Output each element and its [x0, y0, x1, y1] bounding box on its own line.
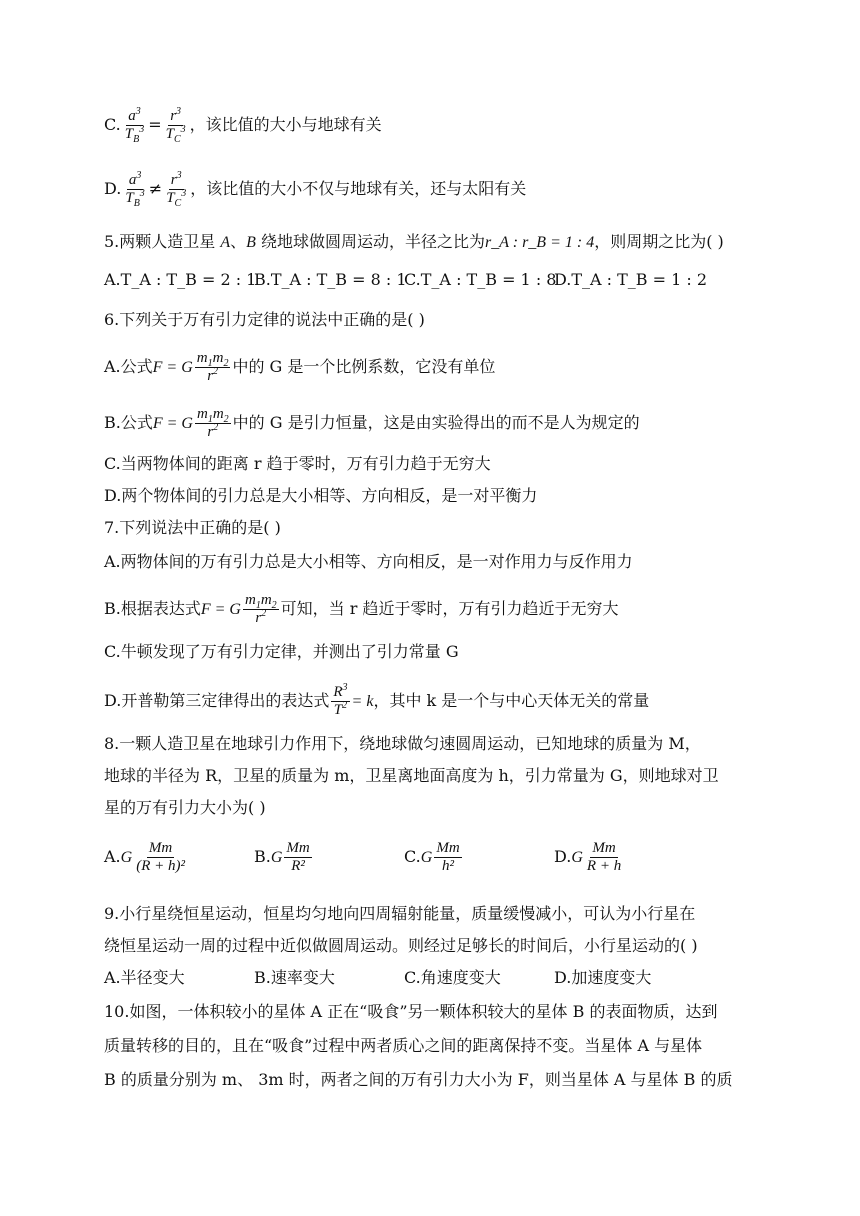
fraction: $\frac{r^3}{T_C^3}$: [165, 106, 186, 145]
q5-stem: [104, 232, 724, 253]
stem-text: 、: [230, 232, 247, 251]
q6-stem: 6.下列关于万有引力定律的说法中正确的是( ): [104, 310, 425, 329]
var: A: [220, 234, 231, 251]
option-text: A.公式: [104, 357, 153, 376]
q8-option-a: [104, 840, 189, 875]
formula: F = G: [200, 601, 241, 618]
ratio-expr: r_A : r_B = 1 : 4: [485, 234, 595, 251]
option-text: 中的 G 是引力恒量，这是由实验得出的而不是人为规定的: [232, 413, 640, 432]
q9-option-d: D.加速度变大: [554, 968, 652, 987]
q6-option-d: D.两个物体间的引力总是大小相等、方向相反，是一对平衡力: [104, 486, 538, 505]
fraction: $\frac{m_1m_2}{r^2}$: [244, 592, 277, 626]
option-text: B.根据表达式: [104, 599, 201, 618]
option-label: C.: [104, 115, 121, 134]
option-text: ，该比值的大小与地球有关: [189, 115, 382, 134]
q9-option-c: C.角速度变大: [404, 968, 501, 987]
option-text: 中的 G 是一个比例系数，它没有单位: [232, 357, 496, 376]
stem-text: ，则周期之比为( ): [594, 232, 724, 251]
fraction: $\frac{Mm}{\text{(R + h)²}}$: [136, 840, 185, 874]
q8-line-2: 地球的半径为 R，卫星的质量为 m，卫星离地面高度为 h，引力常量为 G，则地球对卫: [104, 766, 719, 785]
fraction: $\frac{Mm}{\text{R²}}$: [286, 840, 310, 874]
stem-text: 5.两颗人造卫星: [104, 232, 221, 251]
option-text: ，其中 k 是一个与中心天体无关的常量: [373, 691, 650, 710]
q5-option-b: B.T_A : T_B = 8 : 1: [254, 270, 407, 289]
q10-line-1: 10.如图，一体积较小的星体 A 正在“吸食”另一颗体积较大的星体 B 的表面物质，达到: [104, 1002, 718, 1021]
q8-line-3: 星的万有引力大小为( ): [104, 798, 266, 817]
q6-option-c: C.当两物体间的距离 r 趋于零时，万有引力趋于无穷大: [104, 454, 491, 473]
q7-option-b: [104, 592, 619, 627]
fraction: $\frac{m_1m_2}{r^2}$: [196, 350, 229, 384]
fraction: $\frac{a^3}{T_B^3}$: [124, 106, 145, 145]
formula: F = G: [152, 359, 193, 376]
q9-option-a: A.半径变大: [104, 968, 185, 987]
fraction: $\frac{m_1m_2}{r^2}$: [196, 406, 229, 440]
q10-line-2: 质量转移的目的，且在“吸食”过程中两者质心之间的距离保持不变。当星体 A 与星体: [104, 1036, 703, 1055]
q5-option-d: D.T_A : T_B = 1 : 2: [554, 270, 708, 289]
option-label: B.: [254, 847, 271, 866]
q6-option-a: [104, 350, 495, 385]
option-text: D.开普勒第三定律得出的表达式: [104, 691, 330, 710]
fraction: $\frac{a^3}{T_B^3}$: [125, 170, 145, 209]
q8-option-b: [254, 840, 314, 875]
q7-option-a: A.两物体间的万有引力总是大小相等、方向相反，是一对作用力与反作用力: [104, 552, 633, 571]
formula: G: [571, 849, 583, 866]
option-label: A.: [104, 847, 121, 866]
q7-option-c: C.牛顿发现了万有引力定律，并测出了引力常量 G: [104, 642, 459, 661]
q4-option-c: [104, 108, 382, 143]
option-text: 可知，当 r 趋近于零时，万有引力趋近于无穷大: [280, 599, 619, 618]
q9-line-1: 9.小行星绕恒星运动，恒星均匀地向四周辐射能量，质量缓慢减小，可认为小行星在: [104, 904, 696, 923]
q8-option-c: [404, 840, 464, 875]
fraction: $\frac{R^3}{T^2}$: [333, 682, 348, 718]
formula: G: [120, 849, 133, 866]
q8-option-d: [554, 840, 625, 875]
operator: =: [148, 115, 162, 134]
q10-line-3: B 的质量分别为 m、 3m 时，两者之间的万有引力大小为 F，则当星体 A 与星体 B 的质: [104, 1070, 733, 1089]
var: B: [246, 234, 256, 251]
option-label: D.: [104, 179, 122, 198]
fraction: $\frac{r^3}{T_C^3}$: [166, 170, 187, 209]
formula: G: [420, 849, 433, 866]
operator: ≠: [148, 179, 163, 198]
fraction: $\frac{Mm}{\text{h²}}$: [436, 840, 460, 874]
q7-stem: 7.下列说法中正确的是( ): [104, 518, 281, 537]
q8-line-1: 8.一颗人造卫星在地球引力作用下，绕地球做匀速圆周运动，已知地球的质量为 M，: [104, 734, 701, 753]
formula: G: [270, 849, 283, 866]
formula: F = G: [152, 415, 193, 432]
q4-option-d: [104, 172, 526, 207]
option-text: B.公式: [104, 413, 153, 432]
q7-option-d: [104, 684, 649, 719]
q5-option-c: C.T_A : T_B = 1 : 8: [404, 270, 557, 289]
option-label: C.: [404, 847, 421, 866]
option-text: ，该比值的大小不仅与地球有关，还与太阳有关: [190, 179, 527, 198]
q6-option-b: [104, 406, 640, 441]
formula: = k: [351, 693, 374, 710]
stem-text: 绕地球做圆周运动，半径之比为: [255, 232, 486, 251]
q9-option-b: B.速率变大: [254, 968, 335, 987]
q9-line-2: 绕恒星运动一周的过程中近似做圆周运动。则经过足够长的时间后，小行星运动的( ): [104, 936, 698, 955]
option-label: D.: [554, 847, 572, 866]
fraction: $\frac{Mm}{R + h}$: [586, 840, 622, 874]
q5-option-a: A.T_A : T_B = 2 : 1: [104, 270, 257, 289]
